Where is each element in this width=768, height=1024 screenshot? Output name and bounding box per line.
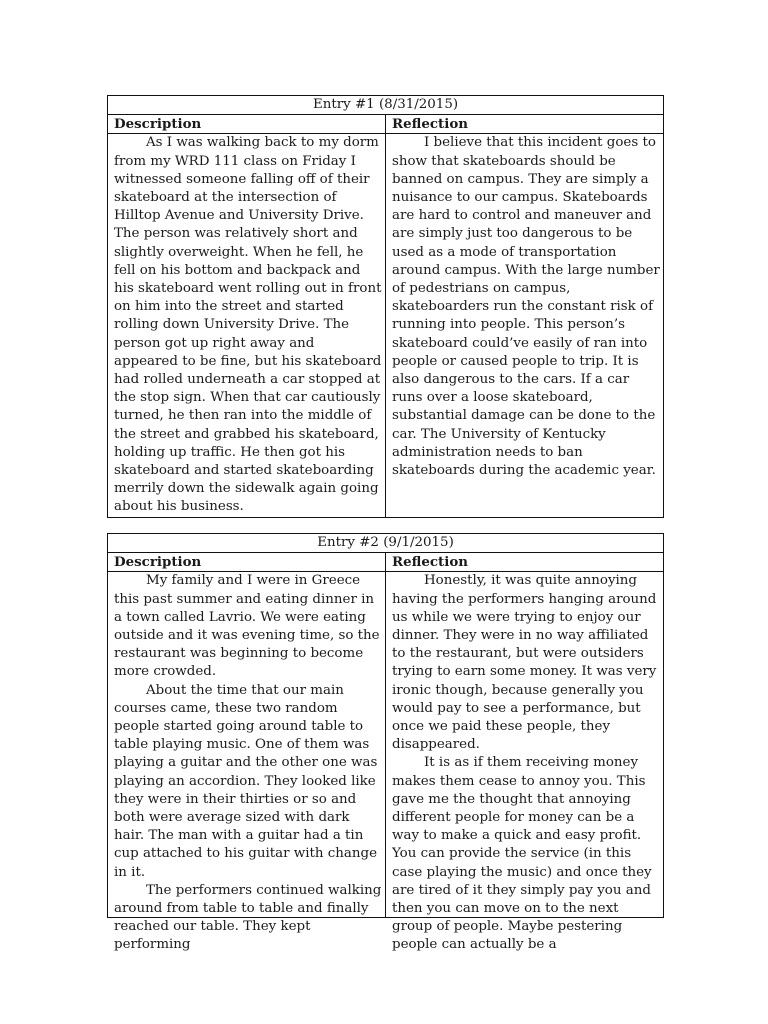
reflection-cell — [386, 572, 664, 953]
description-paragraph: About the time that our main courses came, these two random people started going around table to table playing music. One of them was playing a guitar and the other one was playing an accordion. They looked like they were in their thirties or so and both were average sized with dark hair. The man with a guitar had a tin cup attached to his guitar with change in it. — [114, 682, 378, 880]
reflection-cell — [386, 134, 664, 517]
reflection-paragraph: I believe that this incident goes to show that skateboards should be banned on campus. They are simply a nuisance to our campus. Skateboards are hard to control and maneuver and are simply just too dangerous to be used as a mode of transportation around campus. With the large number of pedestrians on campus, skateboarders run the constant risk of running into people. This person’s skateboard could’ve easily of ran into people or caused people to trip. It is also dangerous to the cars. If a car runs over a loose skateboard, substantial damage can be done to the car. The University of Kentucky administration needs to ban skateboards during the academic year. — [392, 135, 660, 479]
reflection-header: Reflection — [386, 115, 664, 134]
entry-title: Entry #2 (9/1/2015) — [108, 534, 664, 553]
entry-title: Entry #1 (8/31/2015) — [108, 96, 664, 115]
reflection-paragraph: It is as if them receiving money makes them cease to annoy you. This gave me the thought that annoying different people for money can be a way to make a quick and easy profit. You can provide the service (in this case playing the music) and once they are tired of it they simply pay you and then you can move on to the next group of people. Maybe pestering people can actually be a — [392, 755, 652, 953]
entry-2-table — [107, 533, 664, 953]
description-header: Description — [108, 553, 386, 572]
description-header: Description — [108, 115, 386, 134]
entry-1-table — [107, 95, 664, 518]
description-paragraph: As I was walking back to my dorm from my WRD 111 class on Friday I witnessed someone falling off of their skateboard at the intersection of Hilltop Avenue and University Drive. The person was relatively short and slightly overweight. When he fell, he fell on his bottom and backpack and his skateboard went rolling out in front on him into the street and started rolling down University Drive. The person got up right away and appeared to be fine, but his skateboard had rolled underneath a car stopped at the stop sign. When that car cautiously turned, he then ran into the middle of the street and grabbed his skateboard, holding up traffic. He then got his skateboard and started skateboarding merrily down the sidewalk again going about his business. — [114, 135, 382, 515]
description-cell — [108, 134, 386, 517]
reflection-header: Reflection — [386, 553, 664, 572]
description-paragraph: My family and I were in Greece this past summer and eating dinner in a town called Lavrio. We were eating outside and it was evening time, so the restaurant was beginning to become more crowded. — [114, 573, 380, 680]
description-cell — [108, 572, 386, 953]
reflection-paragraph: Honestly, it was quite annoying having the performers hanging around us while we were trying to enjoy our dinner. They were in no way affiliated to the restaurant, but were outsiders trying to earn some money. It was very ironic though, because generally you would pay to see a performance, but once we paid these people, they disappeared. — [392, 573, 657, 753]
description-paragraph: The performers continued walking around from table to table and finally reached our table. They kept performing — [114, 882, 382, 953]
